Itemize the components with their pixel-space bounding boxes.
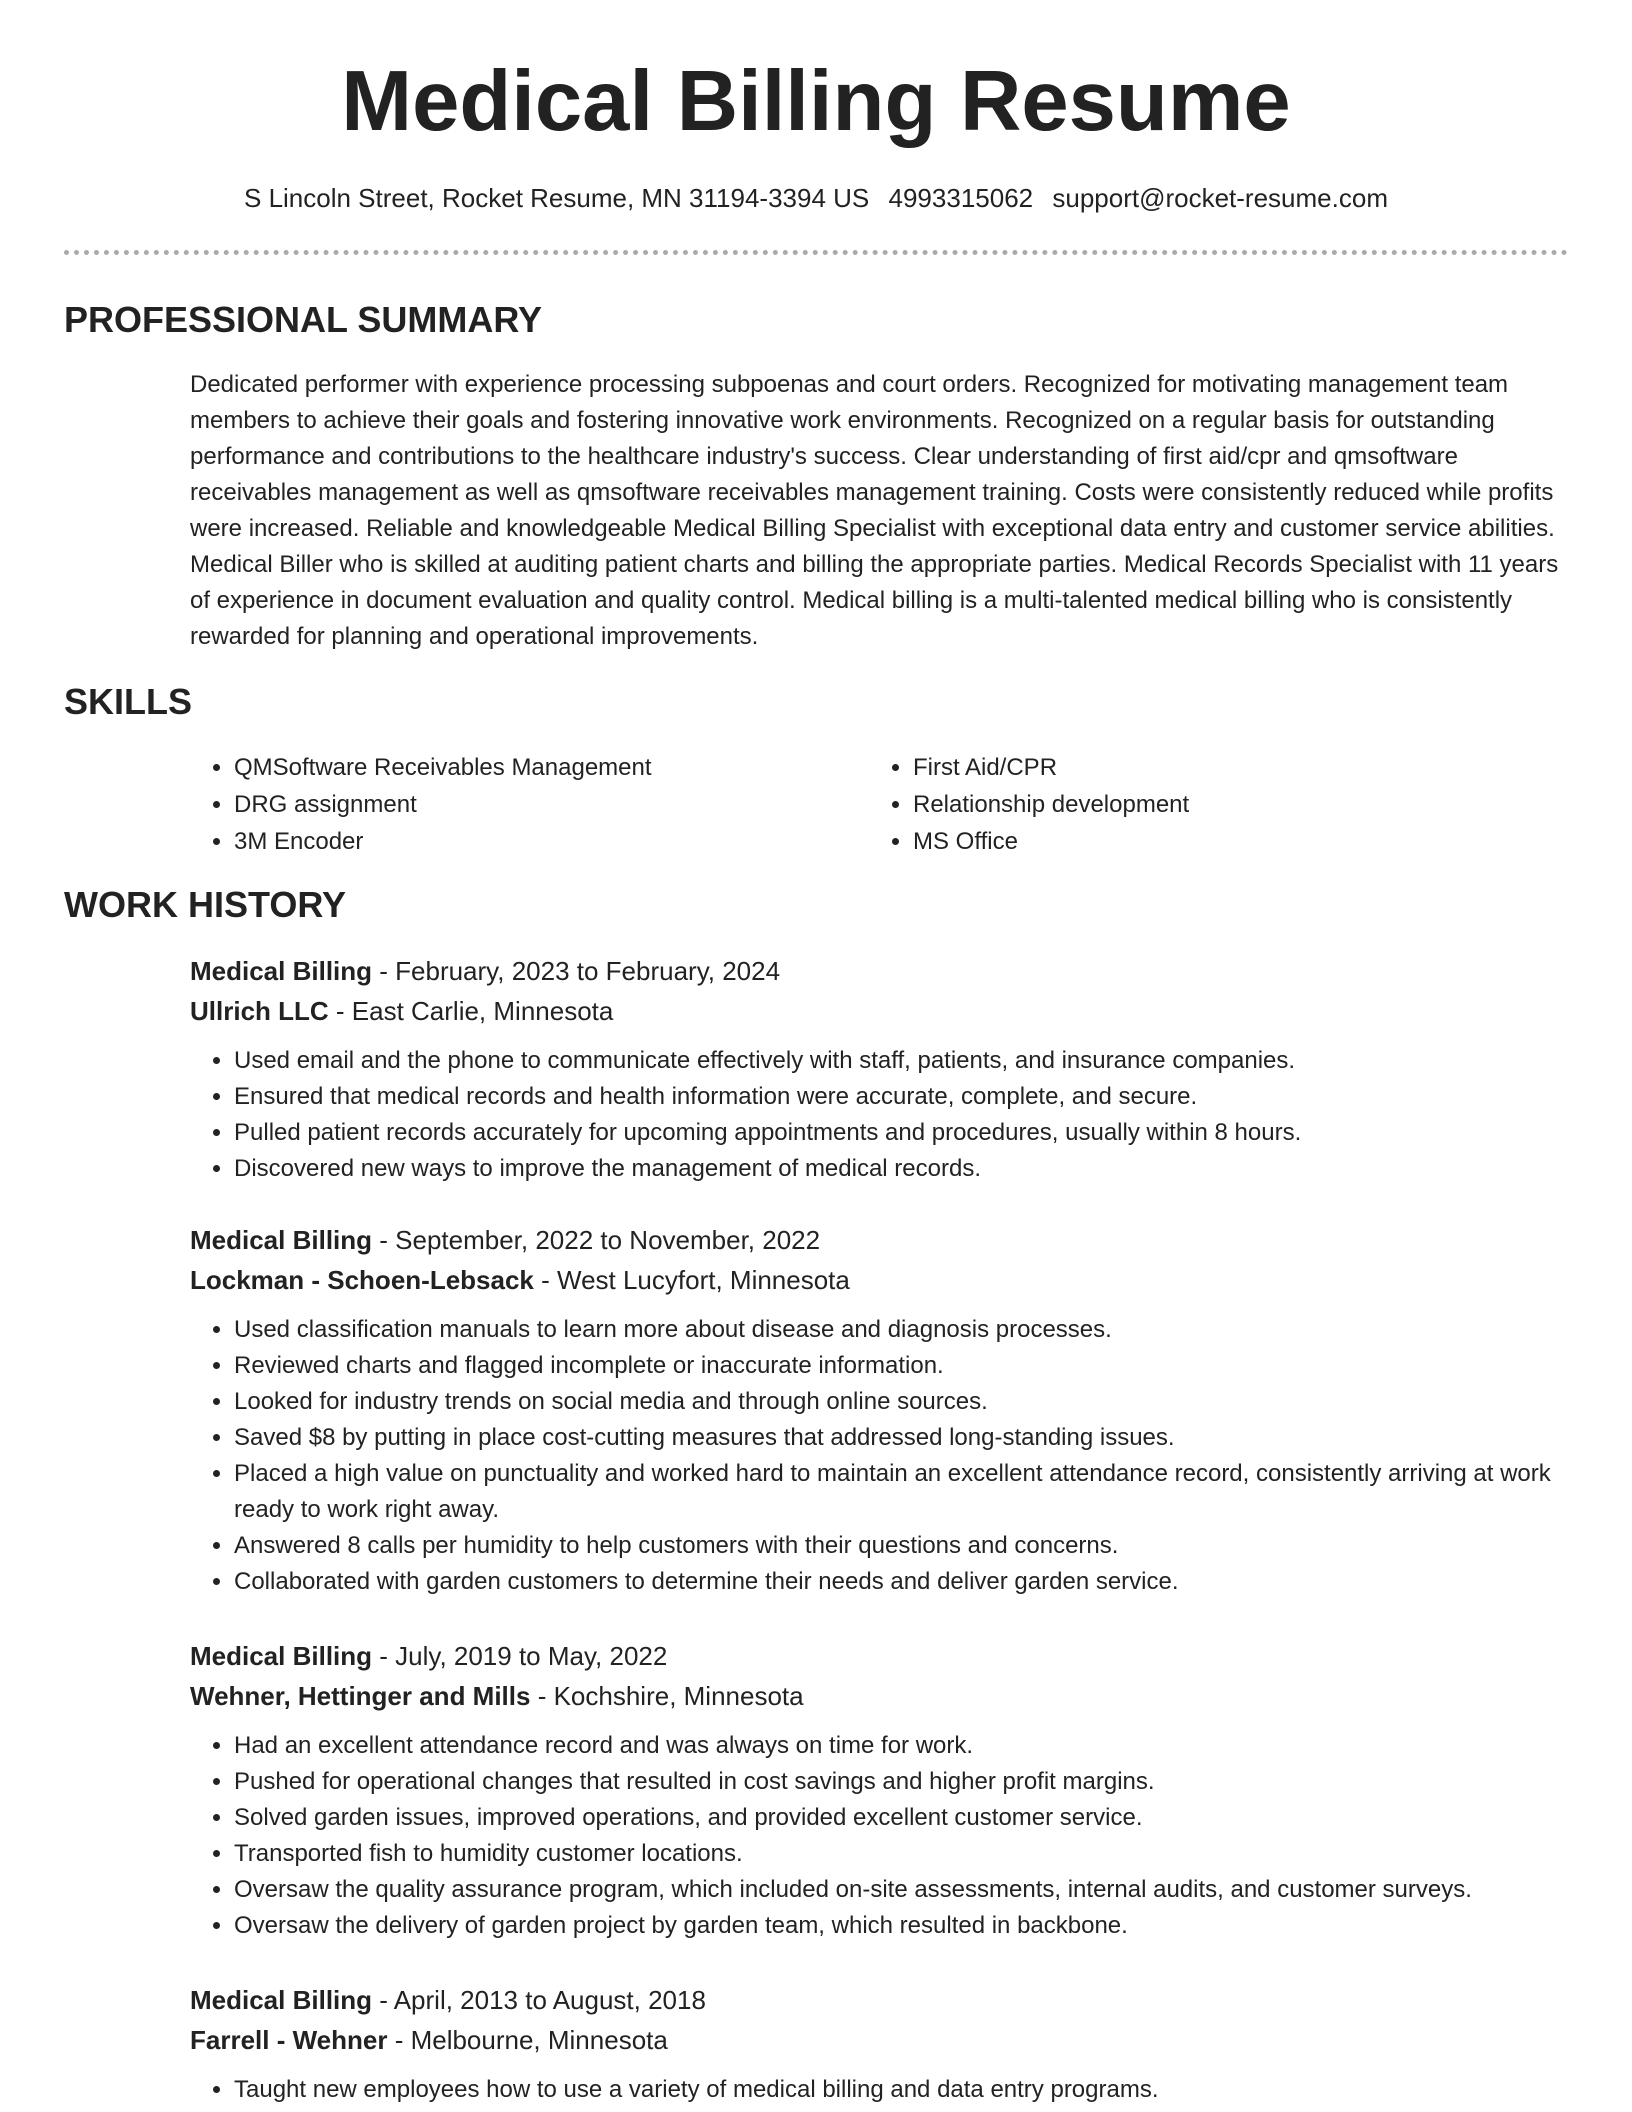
job-title: Medical Billing bbox=[190, 956, 373, 986]
job-location: - West Lucyfort, Minnesota bbox=[533, 1265, 850, 1295]
job-company-line bbox=[190, 1676, 1568, 1716]
section-heading-work-history: WORK HISTORY bbox=[64, 884, 347, 925]
section-heading-skills: SKILLS bbox=[64, 681, 193, 722]
job-location: - East Carlie, Minnesota bbox=[328, 996, 614, 1026]
resume-title: Medical Billing Resume bbox=[341, 54, 1291, 149]
job-title: Medical Billing bbox=[190, 1641, 373, 1671]
job-bullet: • Transported fish to humidity customer locations. bbox=[234, 1836, 1568, 1872]
job-bullet: • Ensured that medical records and health information were accurate, complete, and secure. bbox=[234, 1079, 1568, 1115]
job-bullet: • Answered 8 calls per humidity to help customers with their questions and concerns. bbox=[234, 1528, 1568, 1564]
job-location: - Kochshire, Minnesota bbox=[530, 1681, 804, 1711]
job-bullet: • Had an excellent attendance record and was always on time for work. bbox=[234, 1728, 1568, 1764]
job-title-line bbox=[190, 1980, 1568, 2020]
job-bullets bbox=[190, 1043, 1568, 1187]
job-title: Medical Billing bbox=[190, 1225, 373, 1255]
job-bullet: • Collaborated with garden customers to determine their needs and deliver garden service. bbox=[234, 1564, 1568, 1600]
skills-list-left bbox=[190, 749, 834, 860]
job-bullet: • Discovered new ways to improve the management of medical records. bbox=[234, 1151, 1568, 1187]
job-entry bbox=[190, 1636, 1568, 1944]
job-company: Ullrich LLC bbox=[190, 996, 329, 1026]
job-company-line bbox=[190, 2020, 1568, 2060]
job-company-line bbox=[190, 1260, 1568, 1300]
job-location: - Melbourne, Minnesota bbox=[387, 2025, 668, 2055]
job-bullet: • Oversaw the delivery of garden project by garden team, which resulted in backbone. bbox=[234, 1908, 1568, 1944]
job-bullet: • Solved garden issues, improved operations, and provided excellent customer service. bbox=[234, 1800, 1568, 1836]
contact-line bbox=[0, 181, 1632, 215]
contact-address: S Lincoln Street, Rocket Resume, MN 31194-3394 US bbox=[244, 183, 870, 213]
job-company: Lockman - Schoen-Lebsack bbox=[190, 1265, 534, 1295]
job-bullets bbox=[190, 1312, 1568, 1600]
skill-item: • DRG assignment bbox=[234, 786, 834, 823]
job-bullet: • Used email and the phone to communicate effectively with staff, patients, and insurance companies. bbox=[234, 1043, 1568, 1079]
professional-summary: Dedicated performer with experience processing subpoenas and court orders. Recognized for motivating management team members to achieve their goals and fostering innovative work environments. Recognized on a regular basis for outstanding performance and contributions to the healthcare industry's success. Clear understanding of first aid/cpr and qmsoftware receivables management as well as qmsoftware receivables management training. Costs were consistently reduced while profits were increased. Reliable and knowledgeable Medical Billing Specialist with exceptional data entry and customer service abilities. Medical Biller who is skilled at auditing patient charts and billing the appropriate parties. Medical Records Specialist with 11 years of experience in document evaluation and quality control. Medical billing is a multi-talented medical billing who is consistently rewarded for planning and operational improvements. bbox=[190, 371, 1559, 650]
job-bullet: • Pushed for operational changes that resulted in cost savings and higher profit margins. bbox=[234, 1764, 1568, 1800]
job-bullet: • Taught new employees how to use a variety of medical billing and data entry programs. bbox=[234, 2072, 1568, 2108]
job-bullet: • Pulled patient records accurately for upcoming appointments and procedures, usually within 8 hours. bbox=[234, 1115, 1568, 1151]
job-entry bbox=[190, 1220, 1568, 1600]
job-company: Farrell - Wehner bbox=[190, 2025, 388, 2055]
job-title-line bbox=[190, 1220, 1568, 1260]
contact-email: support@rocket-resume.com bbox=[1052, 183, 1388, 213]
job-company: Wehner, Hettinger and Mills bbox=[190, 1681, 531, 1711]
skills-list-right bbox=[869, 749, 1513, 860]
skill-item: • First Aid/CPR bbox=[913, 749, 1513, 786]
job-bullets bbox=[190, 2072, 1568, 2108]
job-bullet: • Oversaw the quality assurance program, which included on-site assessments, internal audits, and customer surveys. bbox=[234, 1872, 1568, 1908]
skill-item: • 3M Encoder bbox=[234, 823, 834, 860]
job-bullet: • Placed a high value on punctuality and worked hard to maintain an excellent attendance record, consistently arriving at work ready to work right away. bbox=[234, 1456, 1568, 1528]
skill-item: • QMSoftware Receivables Management bbox=[234, 749, 834, 786]
header-divider bbox=[64, 250, 1568, 255]
job-bullet: • Reviewed charts and flagged incomplete or inaccurate information. bbox=[234, 1348, 1568, 1384]
job-dates: - April, 2013 to August, 2018 bbox=[372, 1985, 706, 2015]
skill-item: • Relationship development bbox=[913, 786, 1513, 823]
job-bullets bbox=[190, 1728, 1568, 1944]
job-dates: - July, 2019 to May, 2022 bbox=[372, 1641, 668, 1671]
section-heading-summary: PROFESSIONAL SUMMARY bbox=[64, 299, 543, 340]
job-dates: - February, 2023 to February, 2024 bbox=[372, 956, 781, 986]
skill-item: • MS Office bbox=[913, 823, 1513, 860]
job-entry bbox=[190, 1980, 1568, 2108]
job-entry bbox=[190, 951, 1568, 1187]
job-bullet: • Looked for industry trends on social media and through online sources. bbox=[234, 1384, 1568, 1420]
job-dates: - September, 2022 to November, 2022 bbox=[372, 1225, 821, 1255]
job-bullet: • Used classification manuals to learn more about disease and diagnosis processes. bbox=[234, 1312, 1568, 1348]
job-title-line bbox=[190, 1636, 1568, 1676]
job-title-line bbox=[190, 951, 1568, 991]
job-company-line bbox=[190, 991, 1568, 1031]
job-bullet: • Saved $8 by putting in place cost-cutting measures that addressed long-standing issues. bbox=[234, 1420, 1568, 1456]
contact-phone: 4993315062 bbox=[888, 183, 1034, 213]
job-title: Medical Billing bbox=[190, 1985, 373, 2015]
